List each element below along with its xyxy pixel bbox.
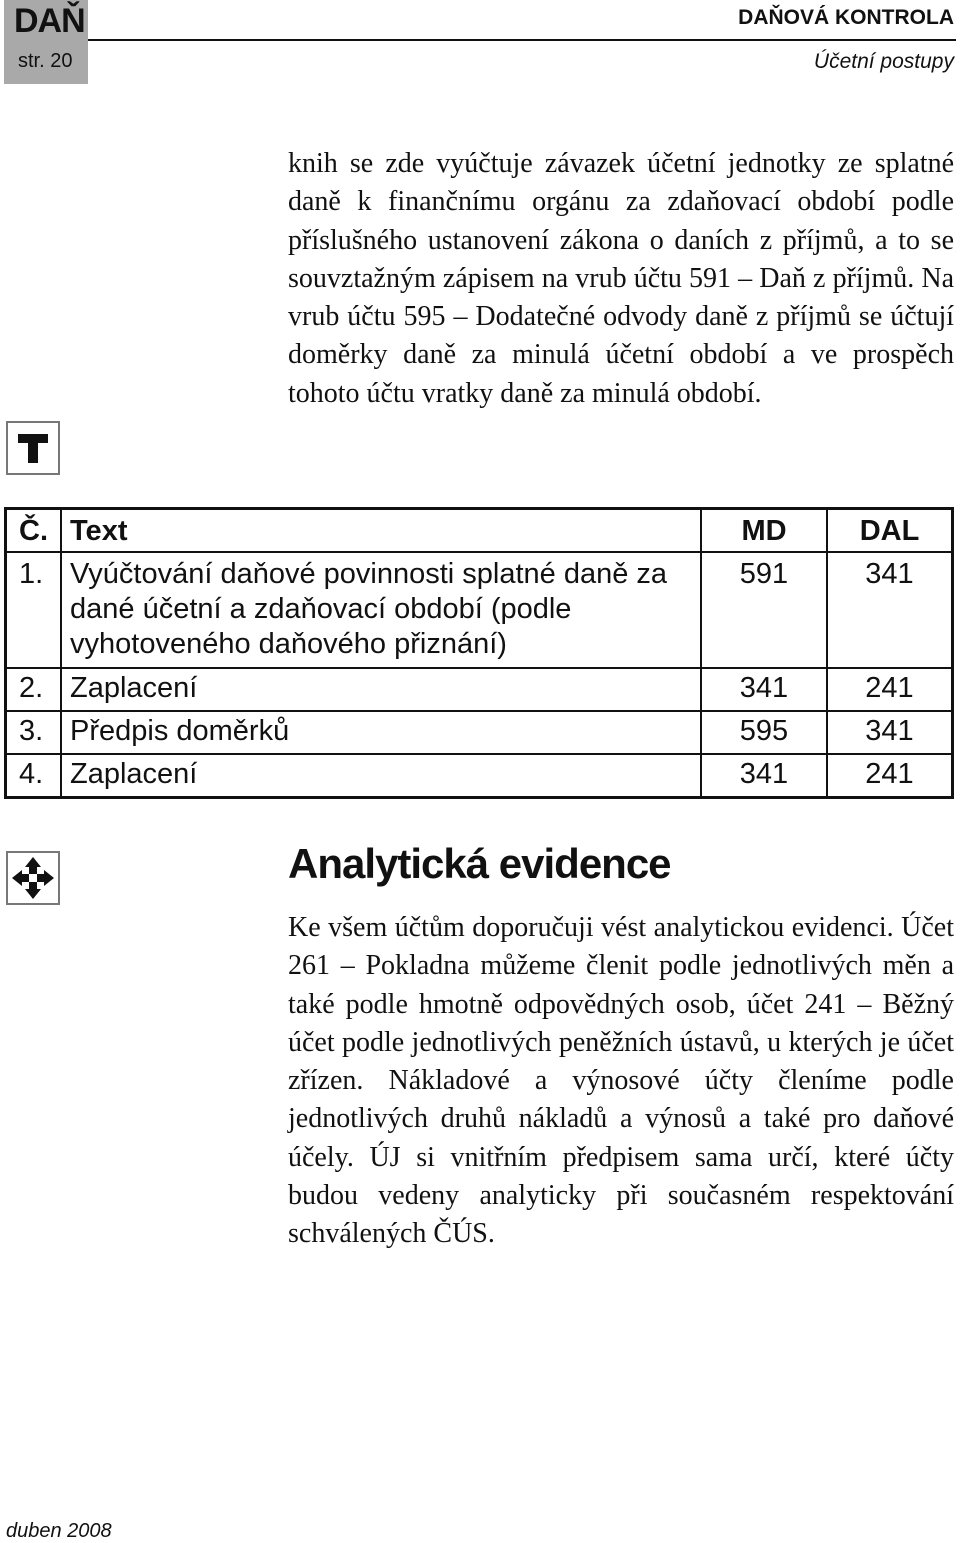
header-md: MD: [702, 510, 828, 551]
row-no: 1.: [7, 553, 62, 667]
running-head-subtitle: Účetní postupy: [813, 50, 954, 73]
row-dal: 341: [865, 558, 914, 590]
page-number: str. 20: [18, 50, 73, 72]
publication-logo: [4, 0, 88, 84]
row-dal: 241: [865, 758, 914, 790]
row-dal: 341: [865, 715, 914, 747]
move-arrows-icon: [6, 851, 60, 905]
row-no: 2.: [7, 669, 62, 710]
logo-title: DAŇ: [14, 2, 85, 40]
row-md: 591: [702, 553, 828, 667]
row-dal: 241: [865, 672, 914, 704]
table-row: [7, 667, 951, 710]
header-no: Č.: [7, 510, 62, 551]
table-row: [7, 710, 951, 753]
table-row: [7, 753, 951, 796]
row-md: 341: [702, 669, 828, 710]
row-no: 4.: [7, 755, 62, 796]
header-rule: [88, 39, 956, 41]
row-md: 341: [702, 755, 828, 796]
row-text: Zaplacení: [62, 755, 702, 796]
running-head-title: DAŇOVÁ KONTROLA: [738, 6, 954, 29]
table-header-row: [7, 510, 951, 551]
row-text: Vyúčtování daňové povinnosti splatné daně za dané účetní a zdaňovací období (podle vyhotoveného daňového přiznání): [62, 553, 702, 667]
row-text: Zaplacení: [62, 669, 702, 710]
row-no: 3.: [7, 712, 62, 753]
accounting-table: [4, 507, 954, 799]
intro-paragraph: knih se zde vyúčtuje závazek účetní jednotky ze splatné daně k finančnímu orgánu za zdaňovací období podle příslušného ustanovení zákona o daních z příjmů, a to se souvztažným zápisem na vrub účtu 591 – Daň z příjmů. Na vrub účtu 595 – Dodatečné odvody daně z příjmů se účtují doměrky daně za minulá účetní období a ve prospěch tohoto účtu vratky daně za minulá období.: [288, 148, 954, 409]
section-heading: Analytická evidence: [288, 840, 671, 887]
text-t-glyph: [8, 423, 58, 473]
footer-date: duben 2008: [6, 1520, 112, 1542]
text-t-icon: [6, 421, 60, 475]
row-text: Předpis doměrků: [62, 712, 702, 753]
header-dal: DAL: [859, 515, 920, 547]
header-text: Text: [62, 510, 702, 551]
move-arrows-glyph: [8, 853, 58, 903]
table-row: [7, 551, 951, 667]
section-paragraph: Ke všem účtům doporučuji vést analytickou evidenci. Účet 261 – Pokladna můžeme členit podle jednotlivých měn a také podle hmotně odpovědných osob, účet 241 – Běžný účet podle jednotlivých peněžních ústavů, u kterých je účet zřízen. Nákladové a výnosové účty členíme podle jednotlivých druhů nákladů a výnosů a také pro daňové účely. ÚJ si vnitřním předpisem sama určí, které účty budou vedeny analyticky při současném respektování schválených ČÚS.: [288, 912, 954, 1250]
row-md: 595: [702, 712, 828, 753]
